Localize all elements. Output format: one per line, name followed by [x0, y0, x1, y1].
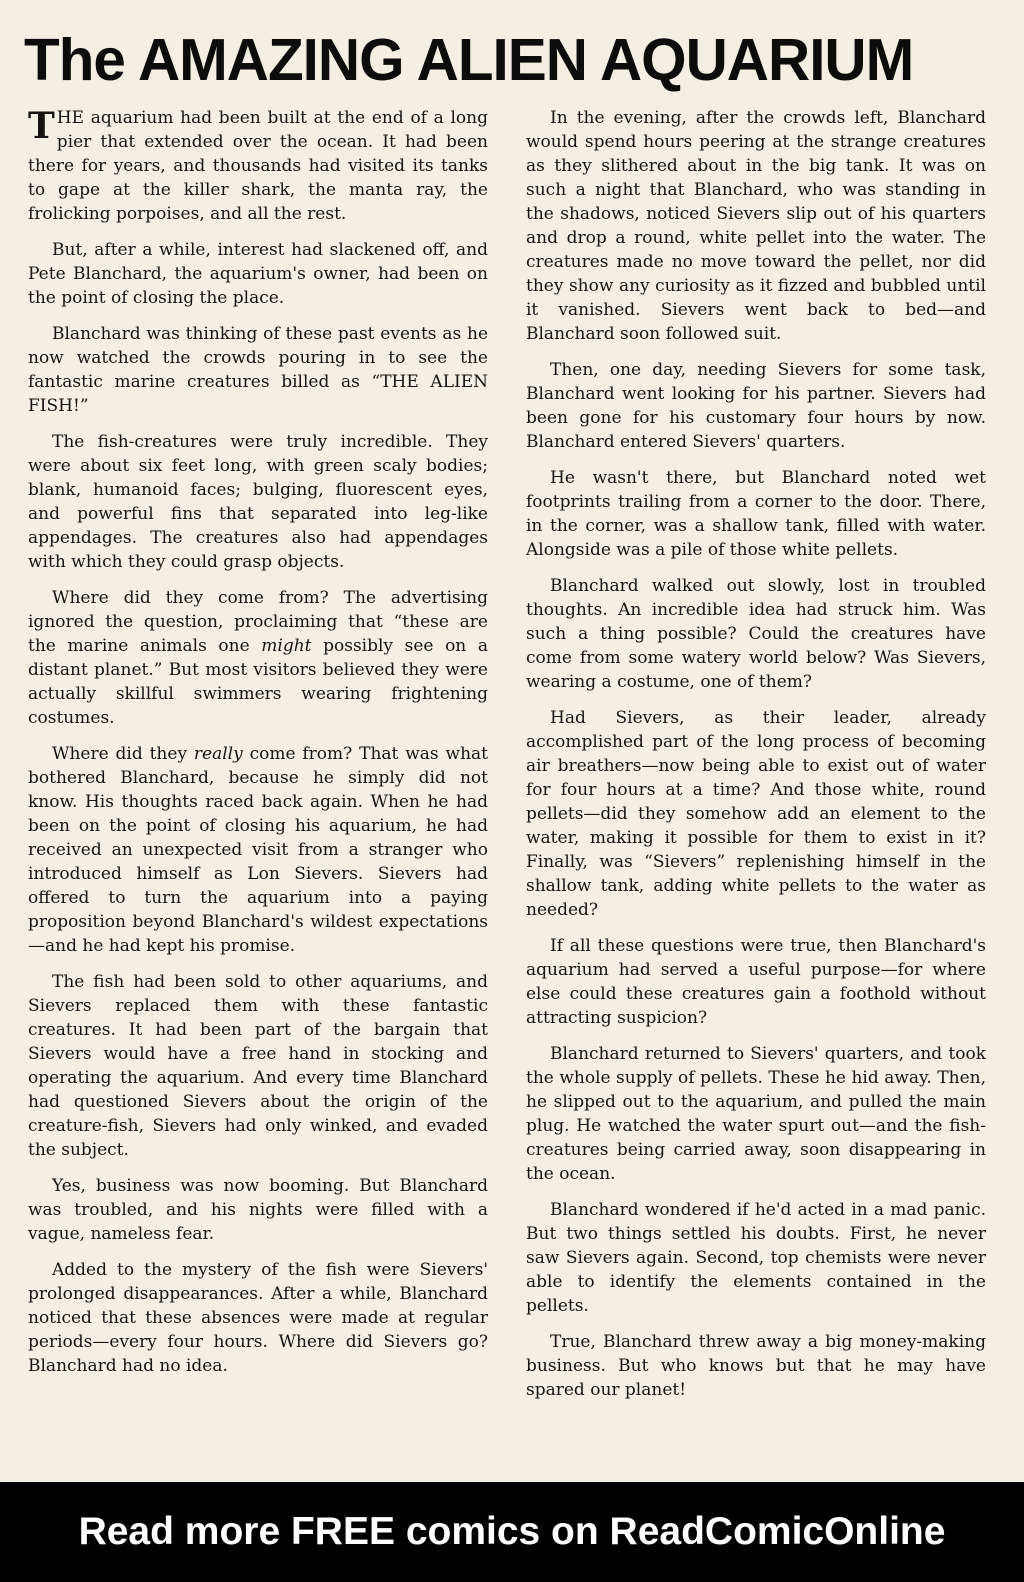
paragraph-6: [28, 742, 488, 958]
paragraph-5: [28, 586, 488, 730]
paragraph-8: Yes, business was now booming. But Blanchard was troubled, and his nights were filled with a vague, nameless fear.: [28, 1176, 488, 1244]
paragraph-1: [28, 106, 488, 226]
text-column-right: [526, 106, 986, 1414]
paragraph-6-emphasis: really: [193, 744, 243, 764]
paragraph-4: The fish-creatures were truly incredible. They were about six feet long, with green scaly bodies; blank, humanoid faces; bulging, fluorescent eyes, and powerful fins that separated into leg-like appendages. The creatures also had appendages with which they could grasp objects.: [28, 432, 488, 572]
paragraph-5-text-b: possibly see on a distant planet.” But most visitors believed they were actually skillful swimmers wearing frightening costumes.: [28, 636, 488, 728]
drop-cap: T: [28, 105, 55, 147]
paragraph-3: Blanchard was thinking of these past events as he now watched the crowds pouring in to see the fantastic marine creatures billed as “THE ALIEN FISH!”: [28, 324, 488, 416]
paragraph-6-text-a: Where did they: [52, 744, 194, 764]
promo-banner-text[interactable]: Read more FREE comics on ReadComicOnline: [78, 1510, 946, 1553]
text-column-left: [28, 106, 488, 1390]
paragraph-5-text-a: Where did they come from? The advertising ignored the question, proclaiming that “these are the marine animals one: [28, 588, 488, 656]
paragraph-13: Blanchard walked out slowly, lost in troubled thoughts. An incredible idea had struck him. Was such a thing possible? Could the creatures have come from some watery world below? Was Sievers, wearing a costume, one of them?: [526, 576, 986, 692]
paragraph-7: The fish had been sold to other aquariums, and Sievers replaced them with these fantastic creatures. It had been part of the bargain that Sievers would have a free hand in stocking and operating the aquarium. And every time Blanchard had questioned Sievers about the origin of the creature-fish, Sievers had only winked, and evaded the subject.: [28, 972, 488, 1160]
paragraph-9: Added to the mystery of the fish were Sievers' prolonged disappearances. After a while, Blanchard noticed that these absences were made at regular periods—every four hours. Where did Sievers go? Blanchard had no idea.: [28, 1260, 488, 1376]
paragraph-14: Had Sievers, as their leader, already accomplished part of the long process of becoming air breathers—now being able to exist out of water for four hours at a time? And those white, round pellets—did they somehow add an element to the water, making it possible for them to exist in it? Finally, was “Sievers” replenishing himself in the shallow tank, adding white pellets to the water as needed?: [526, 708, 986, 920]
promo-banner[interactable]: [0, 1482, 1024, 1582]
paragraph-10: In the evening, after the crowds left, Blanchard would spend hours peering at the strange creatures as they slithered about in the big tank. It was on such a night that Blanchard, who was standing in the shadows, noticed Sievers slip out of his quarters and drop a round, white pellet into the water. The creatures made no move toward the pellet, nor did they show any curiosity as it fizzed and bubbled until it vanished. Sievers went back to bed—and Blanchard soon followed suit.: [526, 108, 986, 344]
paragraph-6-text-b: come from? That was what bothered Blanchard, because he simply did not know. His thoughts raced back again. When he had been on the point of closing his aquarium, he had received an unexpected visit from a stranger who introduced himself as Lon Sievers. Sievers had offered to turn the aquarium into a paying proposition beyond Blanchard's wildest expectations—and he had kept his promise.: [28, 744, 488, 956]
paragraph-17: Blanchard wondered if he'd acted in a mad panic. But two things settled his doubts. First, he never saw Sievers again. Second, top chemists were never able to identify the elements contained in the pellets.: [526, 1200, 986, 1316]
paragraph-1-text: HE aquarium had been built at the end of a long pier that extended over the ocean. It had been there for years, and thousands had visited its tanks to gape at the killer shark, the manta ray, the frolicking porpoises, and all the rest.: [28, 108, 488, 224]
paragraph-12: He wasn't there, but Blanchard noted wet footprints trailing from a corner to the door. There, in the corner, was a shallow tank, filled with water. Alongside was a pile of those white pellets.: [526, 468, 986, 560]
story-title: The AMAZING ALIEN AQUARIUM: [24, 27, 914, 93]
paragraph-16: Blanchard returned to Sievers' quarters, and took the whole supply of pellets. These he hid away. Then, he slipped out to the aquarium, and pulled the main plug. He watched the water spurt out—and the fish-creatures being carried away, soon disappearing in the ocean.: [526, 1044, 986, 1184]
paragraph-2: But, after a while, interest had slackened off, and Pete Blanchard, the aquarium's owner, had been on the point of closing the place.: [28, 240, 488, 308]
paragraph-15: If all these questions were true, then Blanchard's aquarium had served a useful purpose—for where else could these creatures gain a foothold without attracting suspicion?: [526, 936, 986, 1028]
paragraph-18: True, Blanchard threw away a big money-making business. But who knows but that he may have spared our planet!: [526, 1332, 986, 1400]
paragraph-11: Then, one day, needing Sievers for some task, Blanchard went looking for his partner. Sievers had been gone for his customary four hours by now. Blanchard entered Sievers' quarters.: [526, 360, 986, 452]
paragraph-5-emphasis: might: [261, 636, 312, 656]
